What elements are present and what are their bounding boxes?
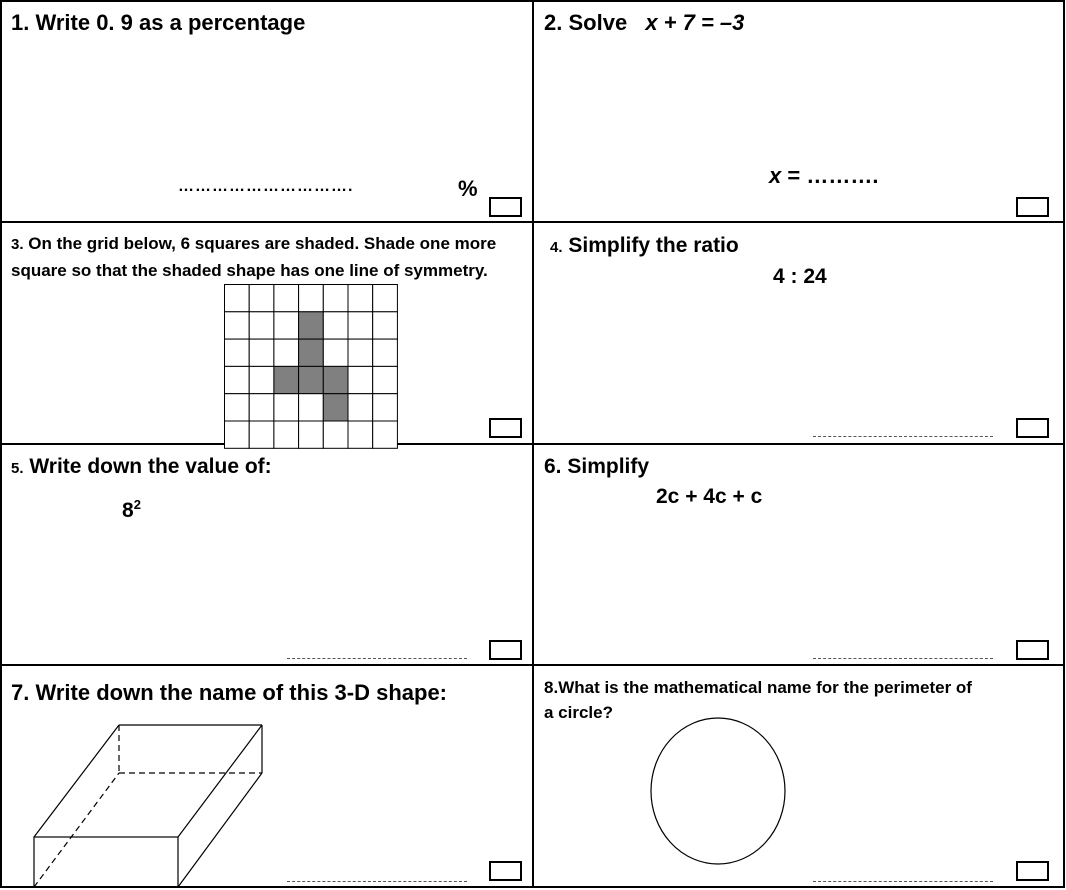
question-8-cell [533,665,1066,889]
question-5-power [122,497,141,523]
question-4-cell [533,222,1066,444]
question-5-exponent: 2 [133,497,141,512]
question-6-mark-box[interactable] [1016,640,1049,660]
grid-square[interactable] [274,312,299,339]
grid-square[interactable] [249,394,274,421]
grid-square[interactable] [348,285,373,312]
grid-square[interactable] [299,285,324,312]
question-3-text: On the grid below, 6 squares are shaded. Shade one more square so that the shaded shape has one line of symmetry. [11,234,497,280]
question-2-text: Solve [568,10,628,35]
question-8-text: What is the mathematical name for the perimeter of a circle? [544,678,972,722]
question-7-prompt [11,680,447,706]
question-5-base: 8 [122,499,134,522]
question-3-mark-box[interactable] [489,418,522,438]
question-5-number: 5. [11,460,24,477]
grid-square[interactable] [225,366,250,393]
question-4-prompt [550,234,739,258]
question-5-text: Write down the value of: [29,455,272,478]
question-2-mark-box[interactable] [1016,197,1049,217]
question-2-number: 2. [544,10,563,35]
grid-square[interactable] [249,366,274,393]
grid-square-shaded[interactable] [299,366,324,393]
question-7-mark-box[interactable] [489,861,522,881]
question-8-answer-line[interactable] [813,881,993,882]
question-6-number: 6. [544,455,562,478]
grid-square[interactable] [348,339,373,366]
question-2-answer-blank: = ………. [787,163,879,188]
question-6-expression: 2c + 4c + c [656,485,763,508]
question-5-cell [0,444,533,665]
question-8-mark-box[interactable] [1016,861,1049,881]
question-2-cell [533,0,1066,222]
grid-square[interactable] [274,339,299,366]
grid-square[interactable] [225,339,250,366]
grid-square[interactable] [373,366,398,393]
circle-diagram [651,717,791,867]
question-1-prompt [11,10,305,36]
question-2-prompt [544,10,744,36]
question-7-number: 7. [11,680,30,705]
grid-square-shaded[interactable] [299,339,324,366]
question-7-answer-line[interactable] [287,881,467,882]
question-1-percent-sign: % [458,176,478,201]
question-5-mark-box[interactable] [489,640,522,660]
question-3-number: 3. [11,236,24,253]
grid-square[interactable] [249,285,274,312]
grid-square[interactable] [225,285,250,312]
question-5-prompt [11,455,272,479]
question-3-cell [0,222,533,444]
question-2-answer[interactable] [769,163,878,189]
question-1-mark-box[interactable] [489,197,522,217]
grid-square-shaded[interactable] [299,312,324,339]
question-2-answer-variable: x [769,163,782,188]
grid-square[interactable] [348,312,373,339]
grid-square[interactable] [299,394,324,421]
question-1-text: Write 0. 9 as a percentage [35,10,306,35]
grid-square[interactable] [249,312,274,339]
grid-square[interactable] [373,285,398,312]
question-3-prompt [11,231,526,284]
cuboid-diagram [30,720,270,890]
grid-square[interactable] [348,366,373,393]
question-8-number: 8. [544,678,559,697]
grid-square[interactable] [249,339,274,366]
question-1-number: 1. [11,10,30,35]
grid-square[interactable] [323,312,348,339]
grid-square[interactable] [225,312,250,339]
grid-square-shaded[interactable] [323,366,348,393]
question-6-text: Simplify [567,455,650,478]
grid-square-shaded[interactable] [274,366,299,393]
question-6-prompt [544,455,649,479]
grid-square[interactable] [323,285,348,312]
question-2-equation: x + 7 = –3 [645,10,745,35]
question-1-cell [0,0,533,222]
question-7-text: Write down the name of this 3-D shape: [35,680,448,705]
grid-square[interactable] [348,394,373,421]
question-1-answer-line[interactable]: …………………………. [178,178,354,195]
question-4-text: Simplify the ratio [568,234,739,257]
grid-square[interactable] [274,285,299,312]
question-4-answer-line[interactable] [813,436,993,437]
question-6-cell [533,444,1066,665]
grid-square[interactable] [373,339,398,366]
grid-square[interactable] [323,339,348,366]
question-6-answer-line[interactable] [813,658,993,659]
grid-square[interactable] [373,394,398,421]
question-4-mark-box[interactable] [1016,418,1049,438]
question-7-cell [0,665,533,889]
grid-square-shaded[interactable] [323,394,348,421]
grid-square[interactable] [373,312,398,339]
grid-square[interactable] [274,394,299,421]
question-5-answer-line[interactable] [287,658,467,659]
grid-square[interactable] [225,394,250,421]
symmetry-grid[interactable] [224,284,398,449]
question-4-number: 4. [550,239,563,256]
question-4-ratio: 4 : 24 [773,265,827,288]
